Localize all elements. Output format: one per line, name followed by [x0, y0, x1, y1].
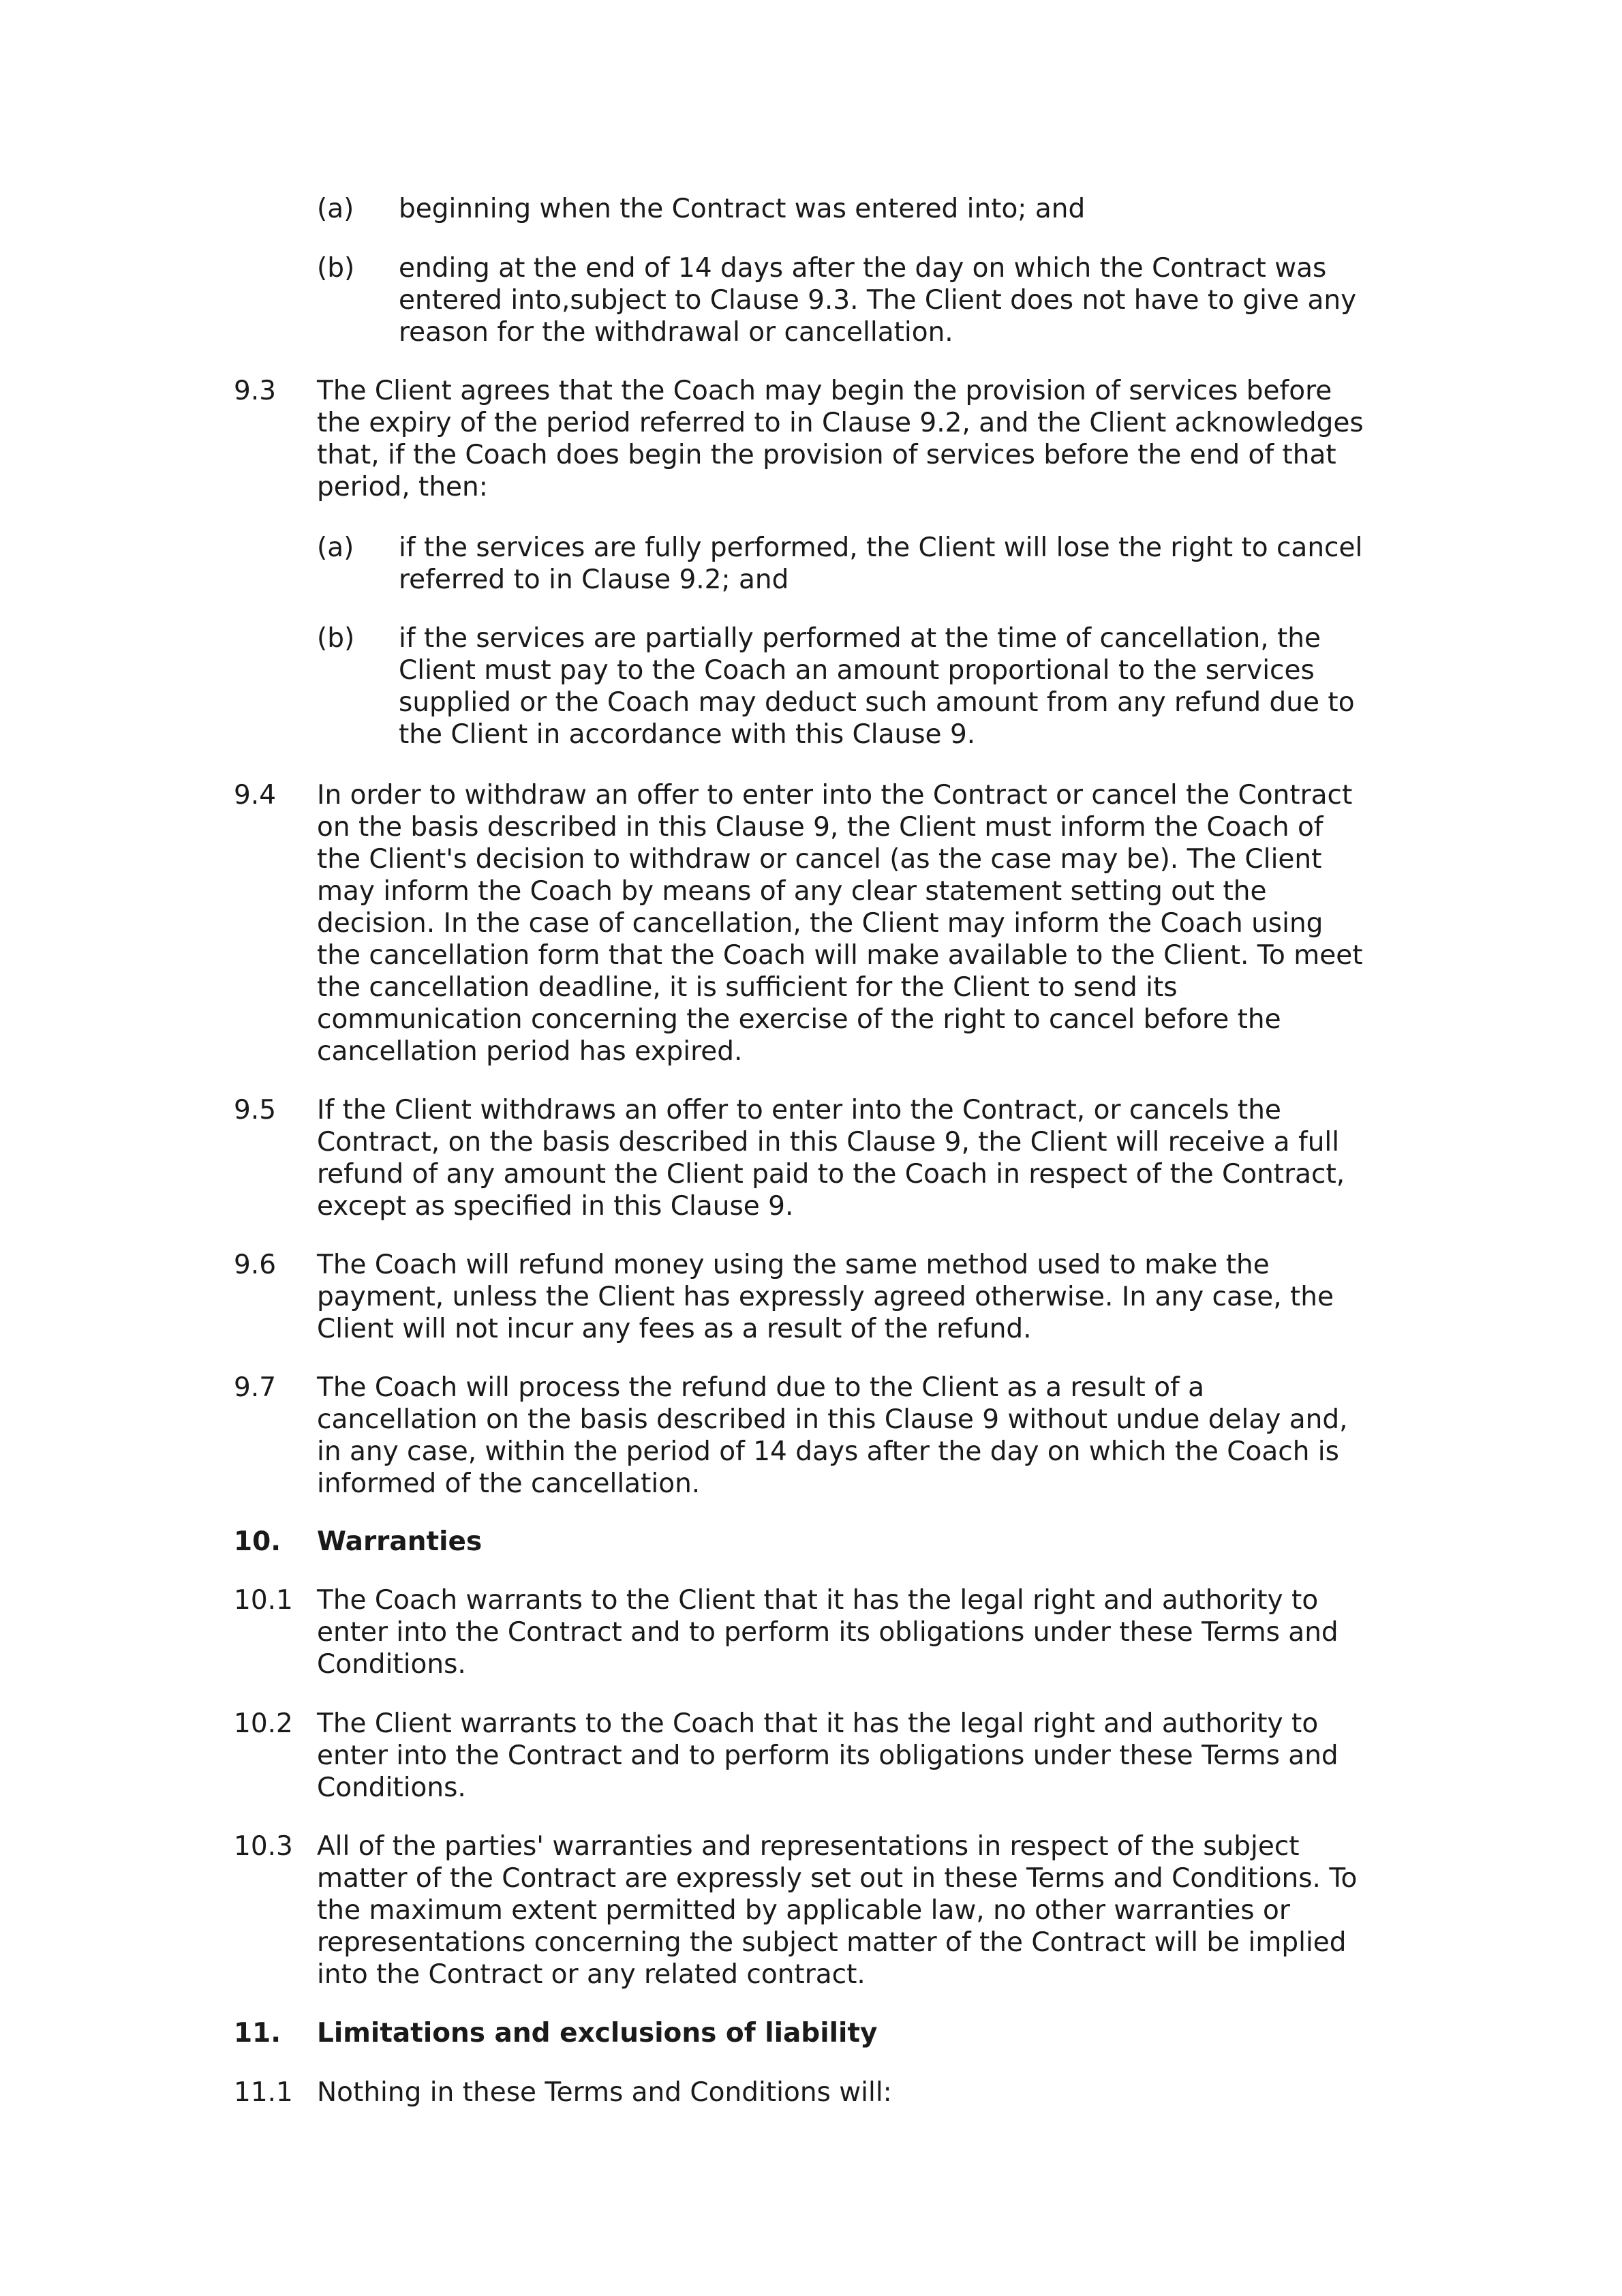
item-text: [399, 193, 1085, 225]
text-line: Client must pay to the Coach an amount proportional to the services: [399, 655, 1315, 686]
clause-number: 9.6: [234, 1250, 277, 1280]
text-line: the Client in accordance with this Clause 9.: [399, 719, 976, 750]
item-label: (b): [317, 623, 355, 654]
item-text: [399, 532, 1362, 596]
clause-text: [317, 779, 1363, 1068]
text-line: in any case, within the period of 14 days after the day on which the Coach is: [317, 1436, 1339, 1467]
text-line: In order to withdraw an offer to enter into the Contract or cancel the Contract: [317, 780, 1353, 811]
text-line: the Client's decision to withdraw or cancel (as the case may be). The Client: [317, 844, 1322, 875]
text-line: if the services are partially performed at the time of cancellation, the: [399, 623, 1321, 654]
clause-text: [317, 1249, 1334, 1345]
section-number: 10.: [234, 1526, 281, 1557]
text-line: period, then:: [317, 472, 488, 502]
text-line: refund of any amount the Client paid to the Coach in respect of the Contract,: [317, 1159, 1345, 1190]
text-line: reason for the withdrawal or cancellation.: [399, 317, 953, 348]
text-line: the maximum extent permitted by applicable law, no other warranties or: [317, 1895, 1290, 1926]
text-line: Conditions.: [317, 1772, 466, 1803]
text-line: the expiry of the period referred to in Clause 9.2, and the Client acknowledges: [317, 408, 1364, 438]
clause-text: [317, 1372, 1348, 1500]
text-line: payment, unless the Client has expressly agreed otherwise. In any case, the: [317, 1282, 1334, 1312]
clause-number: 10.3: [234, 1831, 293, 1862]
section-title: Limitations and exclusions of liability: [317, 2018, 878, 2049]
text-line: Nothing in these Terms and Conditions will:: [317, 2077, 892, 2108]
text-line: communication concerning the exercise of the right to cancel before the: [317, 1004, 1281, 1035]
clause-number: 9.4: [234, 780, 277, 811]
text-line: Conditions.: [317, 1649, 466, 1680]
clause-number: 9.3: [234, 376, 277, 406]
text-line: The Coach will refund money using the same method used to make the: [317, 1250, 1270, 1280]
text-line: may inform the Coach by means of any clear statement setting out the: [317, 876, 1267, 907]
text-line: Client will not incur any fees as a result of the refund.: [317, 1314, 1032, 1344]
text-line: enter into the Contract and to perform its obligations under these Terms and: [317, 1740, 1338, 1771]
item-label: (a): [317, 194, 354, 224]
clause-text: [317, 1094, 1345, 1222]
text-line: enter into the Contract and to perform its obligations under these Terms and: [317, 1617, 1338, 1648]
text-line: beginning when the Contract was entered into; and: [399, 194, 1086, 224]
clause-text: [317, 1584, 1338, 1680]
item-text: [399, 252, 1356, 348]
item-label: (a): [317, 532, 354, 563]
text-line: cancellation period has expired.: [317, 1036, 743, 1067]
clause-text: [317, 1708, 1338, 1804]
text-line: Contract, on the basis described in this Clause 9, the Client will receive a full: [317, 1127, 1340, 1158]
item-label: (b): [317, 253, 355, 284]
clause-text: [317, 375, 1364, 503]
item-text: [399, 622, 1355, 751]
text-line: referred to in Clause 9.2; and: [399, 564, 789, 595]
text-line: the cancellation form that the Coach will make available to the Client. To meet: [317, 940, 1363, 971]
clause-number: 10.2: [234, 1708, 293, 1739]
clause-number: 9.7: [234, 1372, 277, 1403]
text-line: representations concerning the subject matter of the Contract will be implied: [317, 1927, 1347, 1958]
text-line: informed of the cancellation.: [317, 1468, 701, 1499]
text-line: The Coach will process the refund due to the Client as a result of a: [317, 1372, 1205, 1403]
section-number: 11.: [234, 2018, 281, 2049]
text-line: If the Client withdraws an offer to enter into the Contract, or cancels the: [317, 1095, 1281, 1126]
text-line: The Client agrees that the Coach may begin the provision of services before: [317, 376, 1332, 406]
text-line: supplied or the Coach may deduct such amount from any refund due to: [399, 687, 1355, 718]
text-line: The Client warrants to the Coach that it has the legal right and authority to: [317, 1708, 1319, 1739]
text-line: on the basis described in this Clause 9, the Client must inform the Coach of: [317, 812, 1323, 843]
clause-text: [317, 2076, 892, 2109]
text-line: The Coach warrants to the Client that it has the legal right and authority to: [317, 1585, 1319, 1616]
clause-text: [317, 1830, 1357, 1991]
text-line: entered into,subject to Clause 9.3. The Client does not have to give any: [399, 285, 1357, 316]
text-line: the cancellation deadline, it is sufficient for the Client to send its: [317, 972, 1178, 1003]
text-line: into the Contract or any related contract.: [317, 1959, 866, 1990]
clause-number: 9.5: [234, 1095, 277, 1126]
text-line: All of the parties' warranties and representations in respect of the subject: [317, 1831, 1300, 1862]
clause-number: 10.1: [234, 1585, 293, 1616]
section-title: Warranties: [317, 1526, 483, 1557]
text-line: except as specified in this Clause 9.: [317, 1191, 794, 1222]
text-line: ending at the end of 14 days after the day on which the Contract was: [399, 253, 1327, 284]
text-line: that, if the Coach does begin the provision of services before the end of that: [317, 440, 1336, 470]
text-line: matter of the Contract are expressly set out in these Terms and Conditions. To: [317, 1863, 1358, 1894]
text-line: if the services are fully performed, the Client will lose the right to cancel: [399, 532, 1363, 563]
text-line: cancellation on the basis described in this Clause 9 without undue delay and,: [317, 1404, 1348, 1435]
clause-number: 11.1: [234, 2077, 293, 2108]
text-line: decision. In the case of cancellation, the Client may inform the Coach using: [317, 908, 1323, 939]
